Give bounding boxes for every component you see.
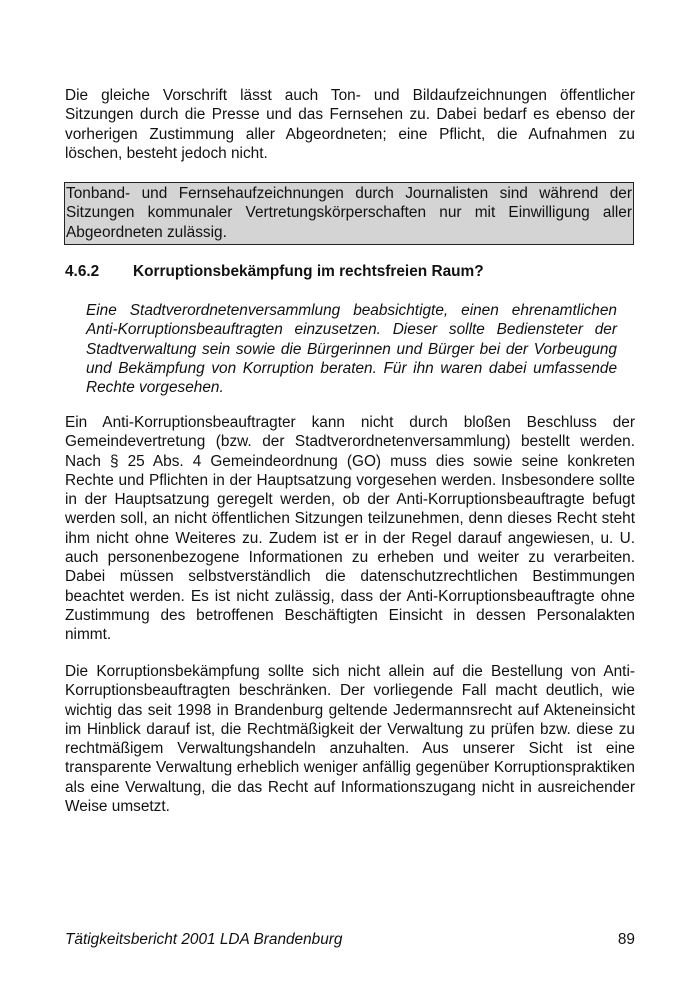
section-title: Korruptionsbekämpfung im rechtsfreien Raum? bbox=[133, 263, 484, 280]
case-description: Eine Stadtverordnetenversammlung beabsichtigte, einen ehrenamtlichen Anti-Korruptionsbeauftragten einzusetzen. Dieser sollte Bediensteter der Stadtverwaltung sein sowie die Bürgerinnen und Bürger bei der Vorbeugung und Bekämpfung von Korruption beraten. Für ihn waren dabei umfassende Rechte vorgesehen. bbox=[86, 302, 617, 397]
page-footer bbox=[65, 930, 635, 949]
body-paragraph: Ein Anti-Korruptionsbeauftragter kann nicht durch bloßen Beschluss der Gemeindevertretung (bzw. der Stadtverordnetenversammlung) bestellt werden. Nach § 25 Abs. 4 Gemeindeordnung (GO) muss dies sowie seine konkreten Rechte und Pflichten in der Hauptsatzung vorgesehen werden. Insbesondere sollte in der Hauptsatzung geregelt werden, ob der Anti-Korruptionsbeauftragte befugt werden soll, an nicht öffentlichen Sitzungen teilzunehmen, denn dieses Recht steht ihm nicht ohne Weiteres zu. Zudem ist er in der Regel darauf angewiesen, u. U. auch personenbezogene Informationen zu erheben und weiter zu verarbeiten. Dabei müssen selbstverständlich die datenschutzrechtlichen Bestimmungen beachtet werden. Es ist nicht zulässig, dass der Anti-Korruptionsbeauftragte ohne Zustimmung des betroffenen Beschäftigten Einsicht in dessen Personalakten nimmt. bbox=[65, 414, 635, 644]
section-number: 4.6.2 bbox=[65, 263, 100, 280]
footer-report-title: Tätigkeitsbericht 2001 LDA Brandenburg bbox=[65, 931, 343, 948]
summary-box bbox=[64, 182, 634, 245]
section-heading bbox=[65, 262, 635, 281]
body-paragraph: Die gleiche Vorschrift lässt auch Ton- und Bildaufzeichnungen öffentlicher Sitzungen durch die Presse und das Fernsehen zu. Dabei bedarf es ebenso der vorherigen Zustimmung aller Abgeordneten; eine Pflicht, die Aufnahmen zu löschen, besteht jedoch nicht. bbox=[65, 87, 635, 162]
page-number: 89 bbox=[617, 931, 635, 948]
body-paragraph: Die Korruptionsbekämpfung sollte sich nicht allein auf die Bestellung von Anti-Korruptionsbeauftragten beschränken. Der vorliegende Fall macht deutlich, wie wichtig das seit 1998 in Brandenburg geltende Jedermannsrecht auf Akteneinsicht im Hinblick darauf ist, die Rechtmäßigkeit der Verwaltung zu prüfen bzw. diese zu rechtmäßigem Verwaltungshandeln anzuhalten. Aus unserer Sicht ist eine transparente Verwaltung erheblich weniger anfällig gegenüber Korruptionspraktiken als eine Verwaltung, die das Recht auf Informationszugang nicht in ausreichender Weise umsetzt. bbox=[65, 663, 635, 816]
summary-box-text: Tonband- und Fernsehaufzeichnungen durch Journalisten sind während der Sitzungen kommunaler Vertretungskörperschaften nur mit Einwilligung aller Abgeordneten zulässig. bbox=[66, 185, 632, 241]
document-page bbox=[65, 0, 635, 990]
